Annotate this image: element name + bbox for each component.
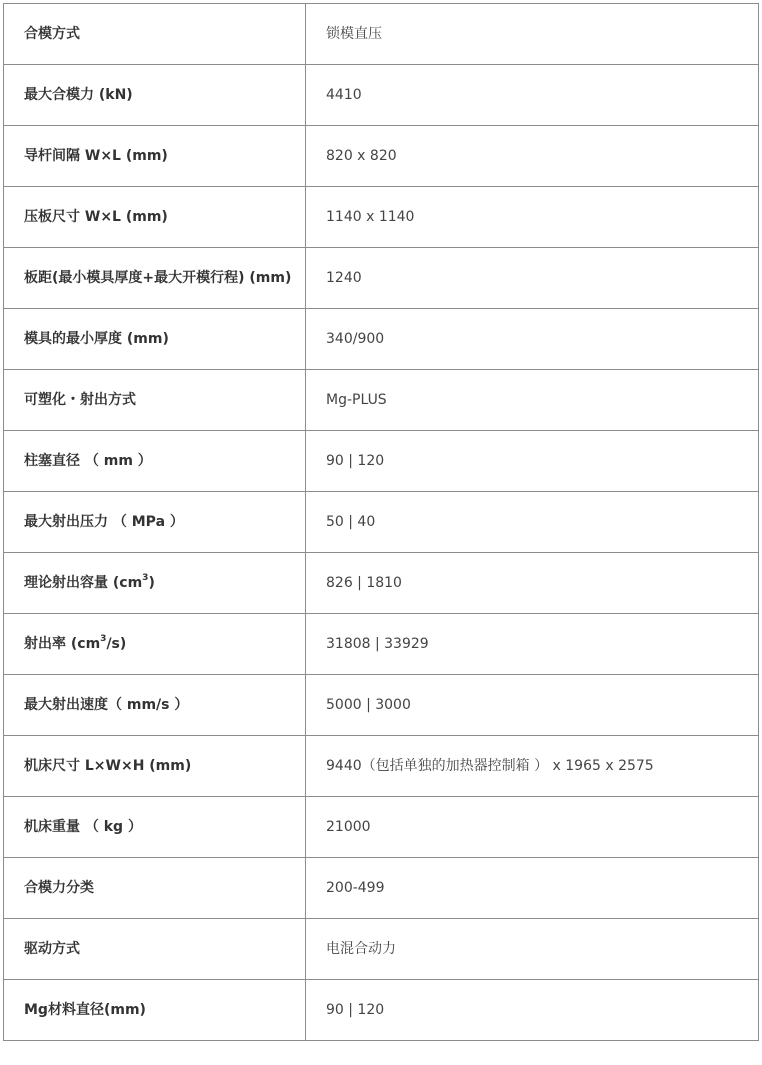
table-row	[4, 187, 759, 248]
spec-label: 可塑化・射出方式	[4, 370, 306, 431]
spec-value: 电混合动力	[306, 919, 759, 980]
spec-label-text-end: /s)	[106, 636, 127, 652]
table-row	[4, 797, 759, 858]
spec-value: Mg-PLUS	[306, 370, 759, 431]
spec-label	[4, 614, 306, 675]
table-row	[4, 126, 759, 187]
spec-label: 最大射出压力 （ MPa ）	[4, 492, 306, 553]
spec-label: 最大射出速度（ mm/s ）	[4, 675, 306, 736]
table-row	[4, 492, 759, 553]
spec-value: 1240	[306, 248, 759, 309]
spec-label: 合模方式	[4, 4, 306, 65]
table-row	[4, 980, 759, 1041]
spec-label: 柱塞直径 （ mm ）	[4, 431, 306, 492]
table-row	[4, 614, 759, 675]
table-row	[4, 248, 759, 309]
spec-value: 锁模直压	[306, 4, 759, 65]
spec-label: 板距(最小模具厚度+最大开模行程) (mm)	[4, 248, 306, 309]
spec-value: 200-499	[306, 858, 759, 919]
spec-value: 340/900	[306, 309, 759, 370]
table-row	[4, 4, 759, 65]
spec-value: 90 | 120	[306, 980, 759, 1041]
table-row	[4, 919, 759, 980]
spec-label	[4, 553, 306, 614]
spec-value: 50 | 40	[306, 492, 759, 553]
spec-value: 21000	[306, 797, 759, 858]
spec-value: 4410	[306, 65, 759, 126]
spec-label: 最大合模力 (kN)	[4, 65, 306, 126]
superscript: 3	[100, 634, 107, 645]
spec-value: 9440（包括单独的加热器控制箱 ） x 1965 x 2575	[306, 736, 759, 797]
spec-label-text: 射出率 (cm	[24, 636, 101, 652]
spec-value: 90 | 120	[306, 431, 759, 492]
spec-label: 机床重量 （ kg ）	[4, 797, 306, 858]
table-row	[4, 65, 759, 126]
table-row	[4, 858, 759, 919]
table-row	[4, 553, 759, 614]
spec-value: 820 x 820	[306, 126, 759, 187]
table-row	[4, 309, 759, 370]
spec-label: 机床尺寸 L×W×H (mm)	[4, 736, 306, 797]
table-row	[4, 736, 759, 797]
spec-label-text: 理论射出容量 (cm	[24, 575, 143, 591]
spec-label: 压板尺寸 W×L (mm)	[4, 187, 306, 248]
table-row	[4, 675, 759, 736]
table-row	[4, 370, 759, 431]
spec-value: 31808 | 33929	[306, 614, 759, 675]
spec-label: 模具的最小厚度 (mm)	[4, 309, 306, 370]
spec-label: Mg材料直径(mm)	[4, 980, 306, 1041]
spec-value: 5000 | 3000	[306, 675, 759, 736]
spec-value: 1140 x 1140	[306, 187, 759, 248]
spec-label-text-end: )	[148, 575, 155, 591]
spec-value: 826 | 1810	[306, 553, 759, 614]
spec-label: 驱动方式	[4, 919, 306, 980]
table-row	[4, 431, 759, 492]
spec-label: 导杆间隔 W×L (mm)	[4, 126, 306, 187]
spec-label: 合模力分类	[4, 858, 306, 919]
superscript: 3	[142, 573, 149, 584]
spec-table	[3, 3, 759, 1041]
